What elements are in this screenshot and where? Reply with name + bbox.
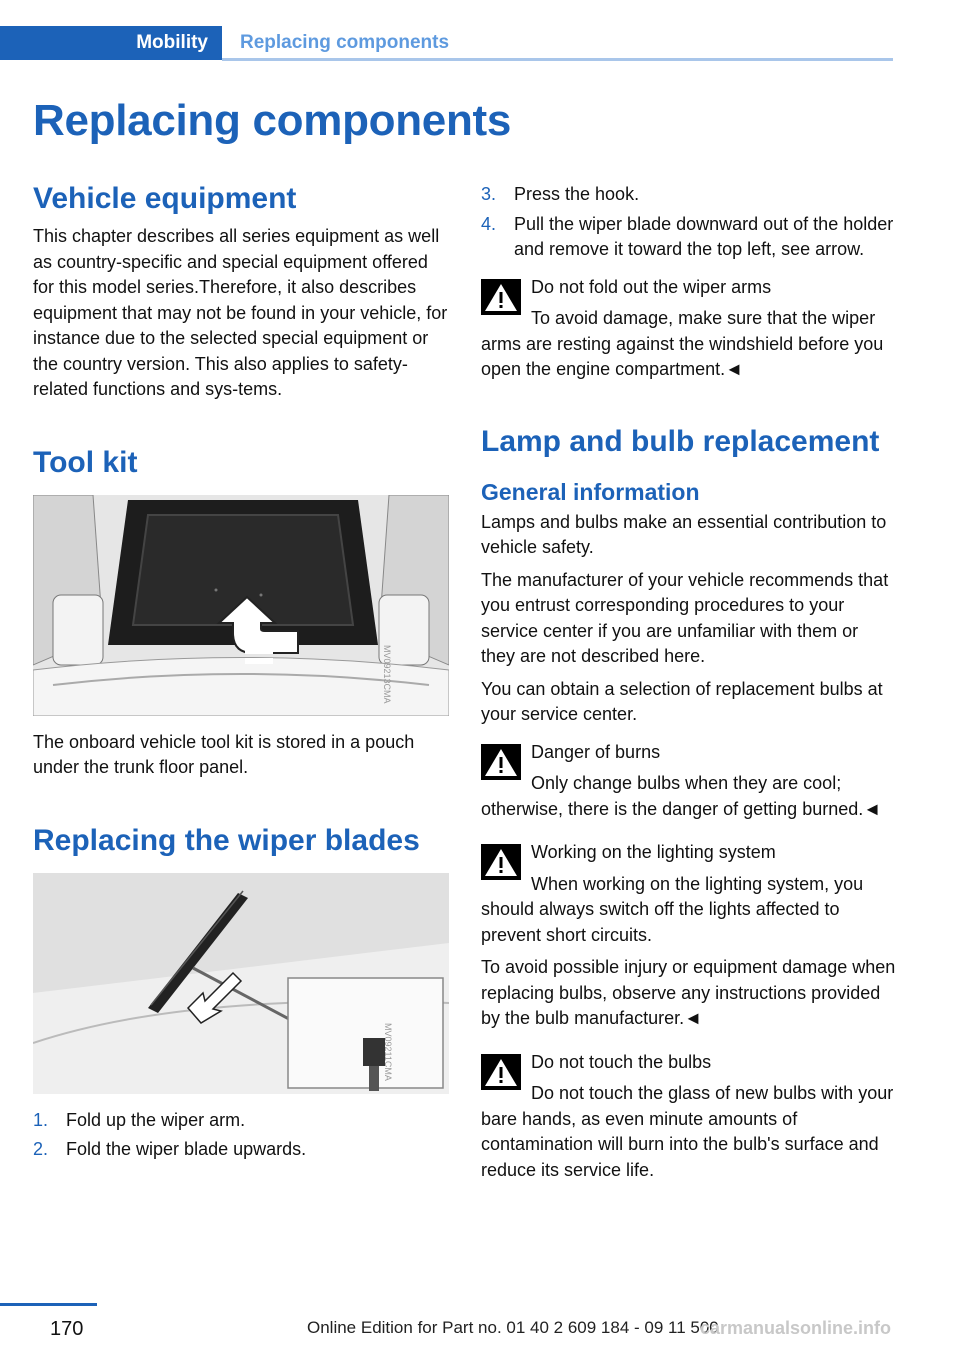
footer-rule bbox=[0, 1303, 97, 1306]
lamp-heading: Lamp and bulb replacement bbox=[481, 424, 880, 458]
warning-title: Working on the lighting system bbox=[531, 842, 776, 862]
warning-title: Do not touch the bulbs bbox=[531, 1051, 712, 1072]
warning-triangle-icon bbox=[481, 844, 521, 880]
page-header bbox=[0, 26, 893, 62]
lighting-text: To avoid possible injury or equipment damage when replacing bulbs, observe any instructions provided by the bulb manufacturer.◄ bbox=[481, 957, 896, 1028]
page-title: Replacing components bbox=[33, 96, 512, 145]
list-item: 4. Pull the wiper blade downward out of the holder and remove it toward the top left, see arrow. bbox=[481, 213, 894, 259]
watermark: carmanualsonline.info bbox=[700, 1318, 892, 1338]
warning-wiper bbox=[481, 275, 897, 383]
header-rule bbox=[222, 58, 893, 61]
warning-lighting bbox=[481, 840, 897, 948]
chapter-tab: Replacing components bbox=[240, 32, 450, 53]
trunk-tool-kit-image bbox=[33, 495, 449, 716]
edition-text: Online Edition for Part no. 01 40 2 609 184 - 09 11 500 bbox=[307, 1318, 719, 1337]
warning-body: Do not touch the glass of new bulbs with your bare hands, as even minute amounts of contamination will burn into the bulb's surface and reduce its service life. bbox=[481, 1083, 894, 1180]
right-column bbox=[481, 182, 897, 1183]
vehicle-equipment-heading: Vehicle equipment bbox=[33, 182, 297, 215]
tool-kit-heading: Tool kit bbox=[33, 445, 138, 479]
warning-body: When working on the lighting system, you should always switch off the lights affected to prevent short circuits. bbox=[481, 873, 864, 945]
tool-kit-text: The onboard vehicle tool kit is stored in a pouch under the trunk floor panel. bbox=[33, 731, 415, 777]
wiper-blade-image bbox=[33, 873, 449, 1094]
warning-title: Do not fold out the wiper arms bbox=[531, 276, 772, 297]
list-item: 3. Press the hook. bbox=[481, 184, 640, 204]
warning-triangle-icon bbox=[481, 744, 521, 780]
list-item: 2. Fold the wiper blade upwards. bbox=[33, 1139, 307, 1159]
warning-triangle-icon bbox=[481, 1054, 521, 1090]
general-text-2: The manufacturer of your vehicle recommends that you entrust corresponding procedures to your service center if you are unfamiliar with them or they are not described here. bbox=[481, 569, 889, 666]
page-number: 170 bbox=[50, 1318, 84, 1340]
general-text-3: You can obtain a selection of replacement bulbs at your service center. bbox=[481, 678, 883, 724]
warning-triangle-icon bbox=[481, 279, 521, 315]
warning-body: Only change bulbs when they are cool; otherwise, there is the danger of getting burned.◄ bbox=[481, 773, 882, 819]
image-code: MV09213CMA bbox=[382, 644, 393, 704]
image-code: MV09211CMA bbox=[383, 1022, 394, 1081]
general-info-heading: General information bbox=[481, 478, 700, 505]
warning-touch bbox=[481, 1050, 897, 1184]
wiper-heading: Replacing the wiper blades bbox=[33, 823, 420, 857]
list-item: 1. Fold up the wiper arm. bbox=[33, 1109, 246, 1130]
section-tab: Mobility bbox=[0, 26, 222, 60]
wiper-steps-continued bbox=[481, 182, 897, 263]
warning-body: To avoid damage, make sure that the wiper arms are resting against the windshield before you open the engine compartment.◄ bbox=[481, 308, 884, 379]
wiper-steps-list bbox=[33, 1108, 449, 1163]
warning-title: Danger of burns bbox=[531, 741, 661, 762]
left-column bbox=[33, 182, 449, 1167]
warning-burns bbox=[481, 740, 897, 823]
general-text-1: Lamps and bulbs make an essential contribution to vehicle safety. bbox=[481, 511, 887, 557]
vehicle-equipment-text: This chapter describes all series equipment as well as country-specific and special equipment offered for this model series.Therefore, it also describes equipment that may not be found in your vehicle, for instance due to the selected special equipment or the country version. This also applies to safety-related functions and sys-tems. bbox=[33, 226, 448, 399]
